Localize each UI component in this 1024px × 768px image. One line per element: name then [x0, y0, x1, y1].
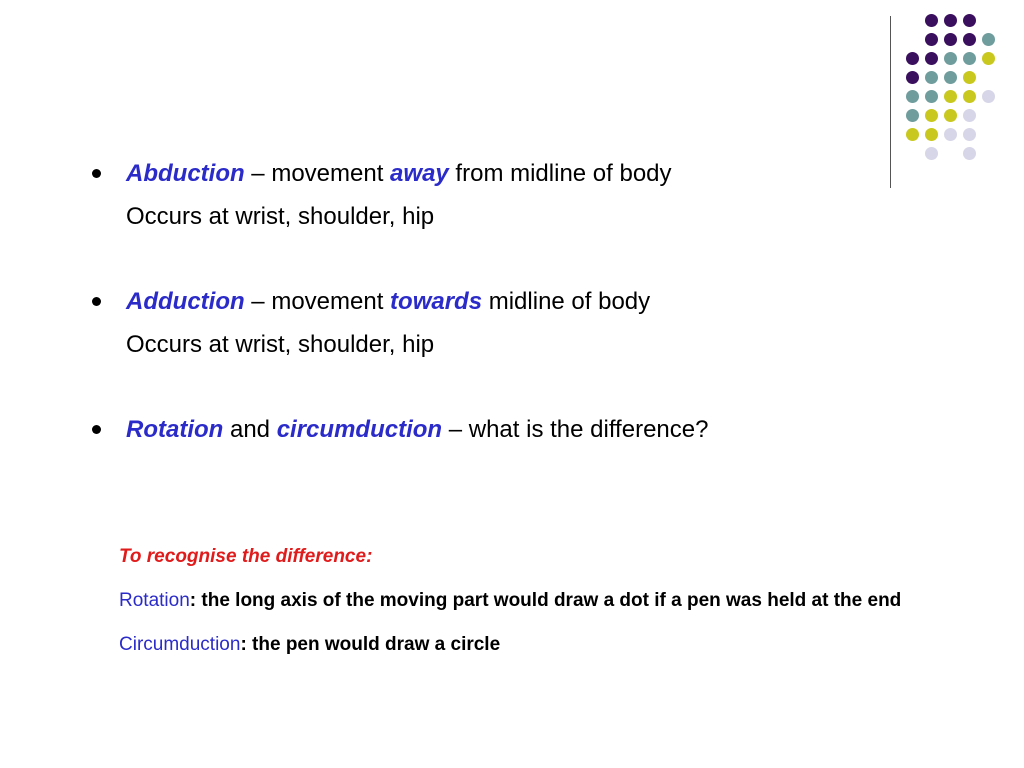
decorative-dot	[906, 90, 919, 103]
rotation-term: Rotation	[119, 590, 190, 611]
emphasis-towards: towards	[390, 288, 483, 315]
decorative-dot	[944, 90, 957, 103]
decorative-dot	[944, 71, 957, 84]
difference-info-block	[119, 538, 979, 664]
decorative-dot	[982, 90, 995, 103]
decorative-dot	[963, 147, 976, 160]
circumduction-term: Circumduction	[119, 634, 241, 655]
decorative-dot	[925, 90, 938, 103]
decorative-dot	[906, 71, 919, 84]
decorative-dot	[963, 52, 976, 65]
decorative-dot	[925, 109, 938, 122]
decorative-dot	[906, 128, 919, 141]
bullet-rotation	[92, 408, 892, 451]
decorative-dot	[963, 14, 976, 27]
bullet-text-tail: – what is the difference?	[442, 416, 709, 443]
decorative-dot	[925, 128, 938, 141]
decorative-dot	[944, 14, 957, 27]
bullet-text-mid: – movement	[244, 160, 391, 187]
decorative-dot	[925, 147, 938, 160]
decorative-dot	[982, 33, 995, 46]
term-abduction: Abduction	[126, 160, 245, 187]
decorative-dot	[925, 52, 938, 65]
decorative-dot	[982, 52, 995, 65]
term-circumduction: circumduction	[276, 416, 443, 443]
bullet-text-tail: from midline of body	[448, 160, 672, 187]
decorative-dot	[925, 33, 938, 46]
info-title: To recognise the difference:	[119, 546, 373, 567]
decorative-dot	[944, 109, 957, 122]
decorative-dot-grid	[906, 14, 1006, 164]
decorative-dot	[906, 109, 919, 122]
decorative-dot	[925, 14, 938, 27]
bullet-marker	[92, 169, 101, 178]
bullet-text-mid: – movement	[244, 288, 391, 315]
decorative-dot	[944, 33, 957, 46]
decorative-dot	[963, 71, 976, 84]
decorative-dot	[963, 90, 976, 103]
bullet-text-tail: midline of body	[482, 288, 651, 315]
emphasis-away: away	[390, 160, 449, 187]
decorative-dot	[944, 52, 957, 65]
rotation-explanation	[119, 582, 979, 620]
bullet-text-mid: and	[223, 416, 277, 443]
decorative-dot	[963, 128, 976, 141]
bullet-abduction	[92, 152, 892, 195]
decorative-dot	[963, 33, 976, 46]
circumduction-text: : the pen would draw a circle	[240, 634, 501, 655]
decorative-dot	[963, 109, 976, 122]
term-adduction: Adduction	[126, 288, 245, 315]
term-rotation: Rotation	[126, 416, 224, 443]
bullet-marker	[92, 297, 101, 306]
abduction-sub-line: Occurs at wrist, shoulder, hip	[126, 203, 435, 230]
rotation-text: : the long axis of the moving part would draw a dot if a pen was held at the end	[189, 590, 902, 611]
bullet-marker	[92, 425, 101, 434]
bullet-list	[92, 152, 892, 451]
adduction-sub-line: Occurs at wrist, shoulder, hip	[126, 331, 435, 358]
circumduction-explanation	[119, 626, 979, 664]
decorative-dot	[906, 52, 919, 65]
decorative-dot	[925, 71, 938, 84]
bullet-adduction	[92, 280, 892, 323]
decorative-dot	[944, 128, 957, 141]
